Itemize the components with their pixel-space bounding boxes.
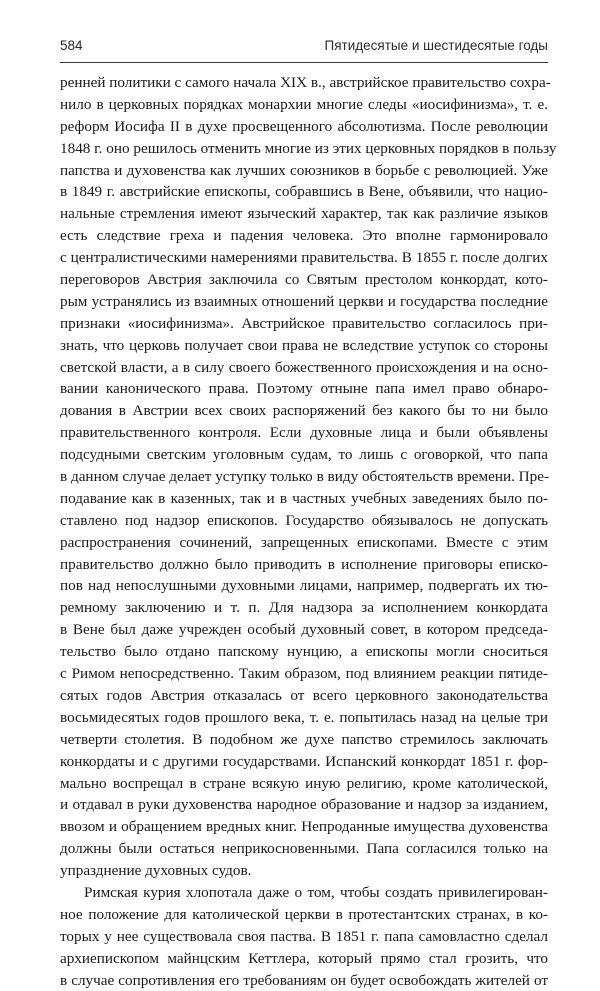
- text-line: с Римом непосредственно. Таким образом, под влиянием реакции пятиде-: [60, 665, 548, 683]
- paragraph: [60, 72, 557, 882]
- text-line: в Вене был даже учрежден особый духовный совет, в котором председа-: [60, 621, 548, 639]
- text-line: правительство должно было приводить в исполнение приговоры еписко-: [60, 555, 548, 573]
- text-line: ное положение для католической церкви в протестантских странах, в ко-: [60, 905, 548, 923]
- text-line: переговоров Австрия заключила со Святым престолом конкордат, кото-: [60, 271, 548, 289]
- text-line: в 1849 г. австрийские епископы, собравшись в Вене, объявили, что нацио-: [60, 183, 548, 201]
- text-line: четверти столетия. В подобном же духе папство стремилось заключать: [60, 730, 548, 748]
- text-line: ввозом и обращением вредных книг. Непроданные имущества духовенства: [60, 818, 548, 836]
- text-line: конкордаты и с другими государствами. Испанский конкордат 1851 г. фор-: [60, 752, 548, 770]
- text-line: реформ Иосифа II в духе просвещенного абсолютизма. После революции: [60, 117, 548, 135]
- text-line: правительственного контроля. Если духовные лица и были объявлены: [60, 424, 548, 442]
- text-line: упразднение духовных судов.: [60, 862, 252, 880]
- page-number: 584: [60, 38, 83, 53]
- text-line: нальные стремления имеют языческий характер, так как различие языков: [60, 205, 548, 223]
- text-line: подавание как в казенных, так и в частных учебных заведениях было по-: [60, 489, 548, 507]
- text-line: нило в церковных порядках монархии многие следы «иосифинизма», т. е.: [60, 95, 548, 113]
- text-line: есть следствие греха и падения человека. Это вполне гармонировало: [60, 227, 548, 245]
- text-line: признаки «иосифинизма». Австрийское правительство согласилось при-: [60, 314, 548, 332]
- paragraph: [60, 882, 548, 991]
- text-line: распространения сочинений, запрещенных епископами. Вместе с этим: [60, 533, 548, 551]
- text-line: должны были остаться неприкосновенными. Папа согласился только на: [60, 840, 548, 858]
- text-line: архиепископом майнцским Кеттлера, который прямо стал грозить, что: [60, 949, 548, 967]
- text-line: тельство было отдано папскому нунцию, а епископы могли сноситься: [60, 643, 548, 661]
- header-rule: [60, 62, 548, 63]
- text-line: и отдавал в руки духовенства народное образование и надзор за изданием,: [60, 796, 548, 814]
- text-line: рым устранялись из взаимных отношений церкви и государства последние: [60, 292, 548, 310]
- body-text: [60, 72, 557, 991]
- text-line: папства и духовенства как лучших союзников в борьбе с революцией. Уже: [60, 161, 548, 179]
- text-line: вании канонического права. Поэтому отныне папа имел право обнаро-: [60, 380, 548, 398]
- text-line: Римская курия хлопотала даже о том, чтобы создать привилегирован-: [84, 883, 548, 901]
- text-line: в данном случае делает уступку только в виду обстоятельств времени. Пре-: [60, 468, 550, 486]
- text-line: торых у нее существовала своя паства. В 1851 г. папа самовластно сделал: [60, 927, 548, 945]
- text-line: сятых годов Австрия отказалась от всего церковного законодательства: [60, 686, 548, 704]
- text-line: мально воспрещал в стране всякую иную религию, кроме католической,: [60, 774, 548, 792]
- text-line: знать, что церковь получает свои права не вследствие уступок со стороны: [60, 336, 548, 354]
- running-title: Пятидесятые и шестидесятые годы: [324, 38, 548, 53]
- text-line: ставлено под надзор епископов. Государство обязывалось не допускать: [60, 511, 548, 529]
- text-line: дования в Австрии всех своих распоряжений без какого бы то ни было: [60, 402, 548, 420]
- text-line: светской власти, а в силу своего божественного происхождения и на осно-: [60, 358, 548, 376]
- running-header: [60, 34, 548, 60]
- text-line: ремному заключению и т. п. Для надзора за исполнением конкордата: [60, 599, 548, 617]
- text-line: пов над непослушными духовными лицами, например, подвергать их тю-: [60, 577, 548, 595]
- text-line: ренней политики с самого начала XIX в., австрийское правительство сохра-: [60, 74, 551, 91]
- text-line: восьмидесятых годов прошлого века, т. е. попытилась назад на целые три: [60, 708, 548, 726]
- text-line: с централистическими намерениями правительства. В 1855 г. после долгих: [60, 249, 548, 267]
- text-line: 1848 г. оно решилось отменить многие из этих церковных порядков в пользу: [60, 139, 557, 157]
- text-line: подсудными светским уголовным судам, то лишь с оговоркой, что папа: [60, 446, 548, 464]
- text-line: в случае сопротивления его требованиям он будет освобождать жителей от: [60, 971, 548, 989]
